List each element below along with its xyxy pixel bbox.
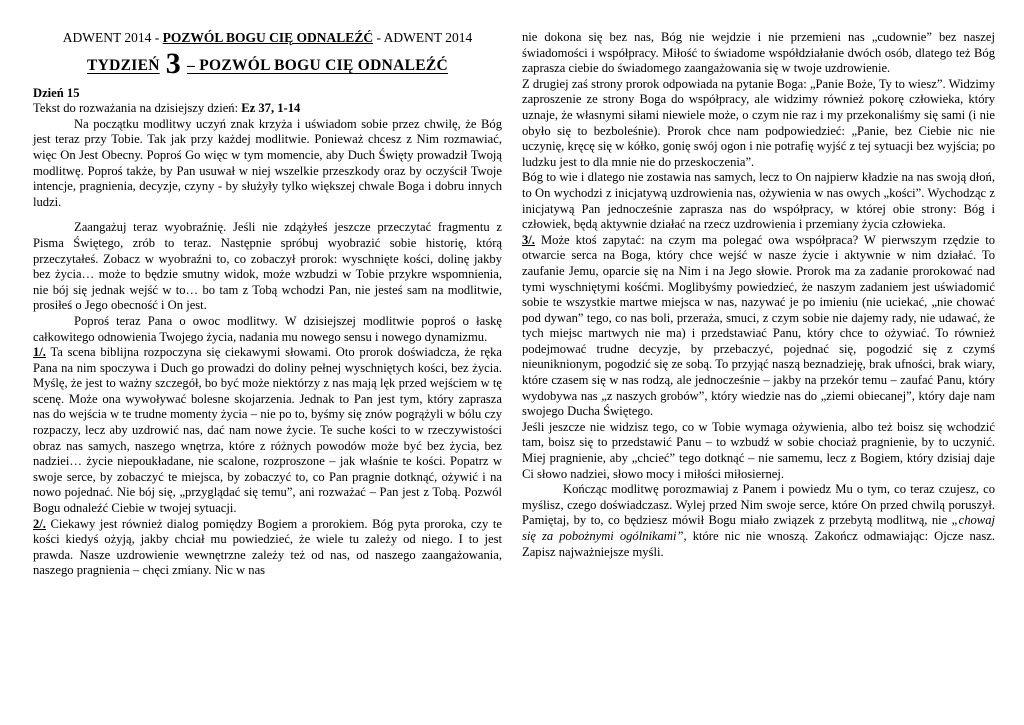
paragraph-desire: Jeśli jeszcze nie widzisz tego, co w Tobie wymaga ożywienia, albo też boisz się wchodzić tam, boisz się to przedstawić Panu – to wzbudź w sobie chociaż pragnienie, by to uczynić. Miej pragnienie, aby „chcieć” tego dotknąć – nie samemu, lecz z Bogiem, który dzisiaj daje Ci słowo nadziei, słowo mocy i miłości miłosiernej. (522, 419, 995, 481)
paragraph-point-1 (33, 345, 502, 517)
day-heading: Dzień 15 (33, 85, 80, 100)
header-suffix: - ADWENT 2014 (373, 30, 473, 45)
closing-text-b: , które nic nie wnoszą. Zakończ odmawiając: Ojcze nasz. Zapisz najważniejsze myśli. (522, 529, 996, 559)
point-1-text: Ta scena biblijna rozpoczyna się ciekawymi słowami. Oto prorok doświadcza, że ręka Pana na nim spoczywa i Duch go prowadzi do doliny pełnej wyschniętych kości, bez życia. Myślę, że jest to ważny szczegół, bo być może niektórzy z nas mają lęk przed wejściem w tę scenę. Może ona wywoływać bolesne skojarzenia. Jednak to Pan jest tym, który zaprasza nas do wejścia w te trudne momenty życia – nie po to, byśmy się znów pogrążyli w bólu czy rozpaczy, lecz aby uzdrowić nas, dać nam nowe życie. Te suche kości to w rzeczywistości obraz nas samych, naszego wnętrza, które z różnych powodów może być bez życia, bez nadziei… życie niepoukładane, nie scalone, rozproszone – jak właśnie te kości. Popatrz w swoje serce, by zobaczyć te miejsca, by zobaczyć to, co Pan pragnie dotknąć, ożywić i na nowo pojednać. Nie bój się, „przyglądać się temu”, ani rozważać – Pan jest z Tobą. Pozwól Bogu odnaleźć Ciebie w twojej sytuacji. (33, 345, 502, 516)
paragraph-prophet-answer: Z drugiej zaś strony prorok odpowiada na pytanie Boga: „Panie Boże, Ty to wiesz”. Widzimy zaproszenie ze strony Boga do współpracy, ale widzimy również pokorę człowieka, który uznaje, że własnymi siłami niewiele może, o czym nie raz i my przekonaliśmy się sami (i nie obyło się to bezboleśnie). Prorok chce nam podpowiedzieć: „Panie, bez Ciebie nic nie uczynię, kręcę się w kółko, gonię swój ogon i nie potrafię wyjść z tej sytuacji bez wyjścia; po ludzku jest to dla mnie nie do przeskoczenia”. (522, 76, 995, 169)
reading-label: Tekst do rozważania na dzisiejszy dzień: (33, 101, 242, 116)
title-right: – POZWÓL BOGU CIĘ ODNALEŹĆ (187, 57, 449, 74)
paragraph-imagination: Zaangażuj teraz wyobraźnię. Jeśli nie zdążyłeś jeszcze przeczytać fragmentu z Pisma Świętego, zrób to teraz. Następnie spróbuj wyobrazić sobie historię, którą przeczytałeś. Zobacz w wyobraźni to, co zobaczył prorok: wyschnięte kości, dolinę jakby bez życia… może to będzie smutny widok, może wzbudzi w Tobie przykre wspomnienia, nie bój się jednak wejść w to… bo tam z Tobą wchodzi Pan, nie jesteś sam na modlitwie, prosiłeś o Jego obecność i On jest. (33, 220, 502, 313)
right-column (522, 30, 995, 560)
reading-line (33, 101, 502, 117)
title-left: TYDZIEŃ (86, 57, 160, 74)
paragraph-continuation: nie dokona się bez nas, Bóg nie wejdzie i nie przemieni nas „cudownie” bez naszej świadomości i współpracy. Miłość to świadome współdziałanie dwóch osób, dlatego też Bóg zaprasza ciebie do świadomego zaangażowania się w twoje uzdrowienie. (522, 30, 995, 76)
point-1-number: 1/. (33, 345, 46, 360)
point-3-number: 3/. (522, 232, 535, 247)
closing-text-a: Kończąc modlitwę porozmawiaj z Panem i powiedz Mu o tym, co teraz czujesz, co myślisz, czego doświadczasz. Wylej przed Nim swoje serce, które On przed chwilą poruszył. Pamiętaj, by to, co będziesz mówił Bogu miało związek z przebytą modlitwą, nie (522, 482, 995, 528)
week-title (33, 47, 502, 80)
paragraph-god-knows: Bóg to wie i dlatego nie zostawia nas samych, lecz to On najpierw kładzie na nas swoją dłoń, to On wychodzi z inicjatywą uzdrowienia nas, ożywienia w nas owych „kości”. Wychodząc z inicjatywą Pan jednocześnie zaprasza nas do współpracy, w której obie strony: Bóg i człowiek, będą aktywnie działać na rzecz uzdrowienia i przemiany życia człowieka. (522, 170, 995, 232)
paragraph-point-2 (33, 517, 502, 579)
paragraph-point-3 (522, 233, 995, 420)
reading-reference: Ez 37, 1-14 (241, 101, 301, 116)
point-3-text: Może ktoś zapytać: na czym ma polegać owa współpraca? W pierwszym rzędzie to otwarcie serca na Boga, który chce wejść w nasze życie i aktywnie w nim działać. To zaufanie Jemu, oparcie się na Nim i na Jego słowie. Prorok ma za zadanie prorokować nad tymi wyschniętymi kośćmi. Moglibyśmy powiedzieć, że naszym zadaniem jest uświadomić sobie te wszystkie martwe miejsca w nas, nazywać je po imieniu (nie uciekać, „nie chować pod dywan” tego, co nas boli, przeraża, smuci, z czym sobie nie dajemy rady, nie udawać, że tych miejsc martwych nie ma) i przedstawiać Panu, który chce to ożywiać. To również podejmować trudne decyzje, by przebaczyć, pojednać się, pogodzić się z czymś nieuniknionym, pogodzić się ze sobą. To przyjąć naszą beznadzieję, brak ufności, brak wiary, które czasem się w nas rodzą, ale jednocześnie – jakby na przekór temu – zaufać Panu, który wydobywa nas „z naszych grobów”, który wiedzie nas do „ziemi obiecanej”, który daje nam swojego Ducha Świętego. (522, 232, 995, 419)
page-header (33, 30, 502, 46)
header-prefix: ADWENT 2014 - (62, 30, 163, 45)
header-theme: POZWÓL BOGU CIĘ ODNALEŹĆ (162, 30, 374, 45)
closing-italic: „chowaj się za pobożnymi ogólnikami” (522, 513, 995, 543)
point-2-number: 2/. (33, 516, 46, 531)
week-number: 3 (165, 47, 182, 80)
point-2-text: Ciekawy jest również dialog pomiędzy Bogiem a prorokiem. Bóg pyta proroka, czy te kości kiedyś ożyją, jakby chciał mu powiedzieć, że wiele tu zależy od niego. I to jest prawda. Nasze uzdrowienie wewnętrzne zależy też od nas, od naszego zaangażowania, naszego pragnienia – chęci zmiany. Nic w nas (33, 516, 502, 578)
left-column (33, 30, 502, 579)
paragraph-closing (522, 482, 995, 560)
paragraph-intro: Na początku modlitwy uczyń znak krzyża i uświadom sobie przez chwilę, że Bóg jest teraz przy Tobie. Tak jak przy każdej modlitwie. Ponieważ chcesz z Nim rozmawiać, więc On Jest Obecny. Poproś Go więc w tym momencie, aby Duch Święty prowadził Twoją modlitwę. Poproś także, by Pan usuwał w niej wszelkie przeszkody oraz by oczyścił Twoje intencje, pragnienia, decyzje, czyny - by służyły tylko większej chwale Boga i dobru innych ludzi. (33, 116, 502, 209)
paragraph-fruit: Poproś teraz Pana o owoc modlitwy. W dzisiejszej modlitwie poproś o łaskę całkowitego odnowienia Twojego życia, nadania mu nowego sensu i nowego dynamizmu. (33, 313, 502, 344)
